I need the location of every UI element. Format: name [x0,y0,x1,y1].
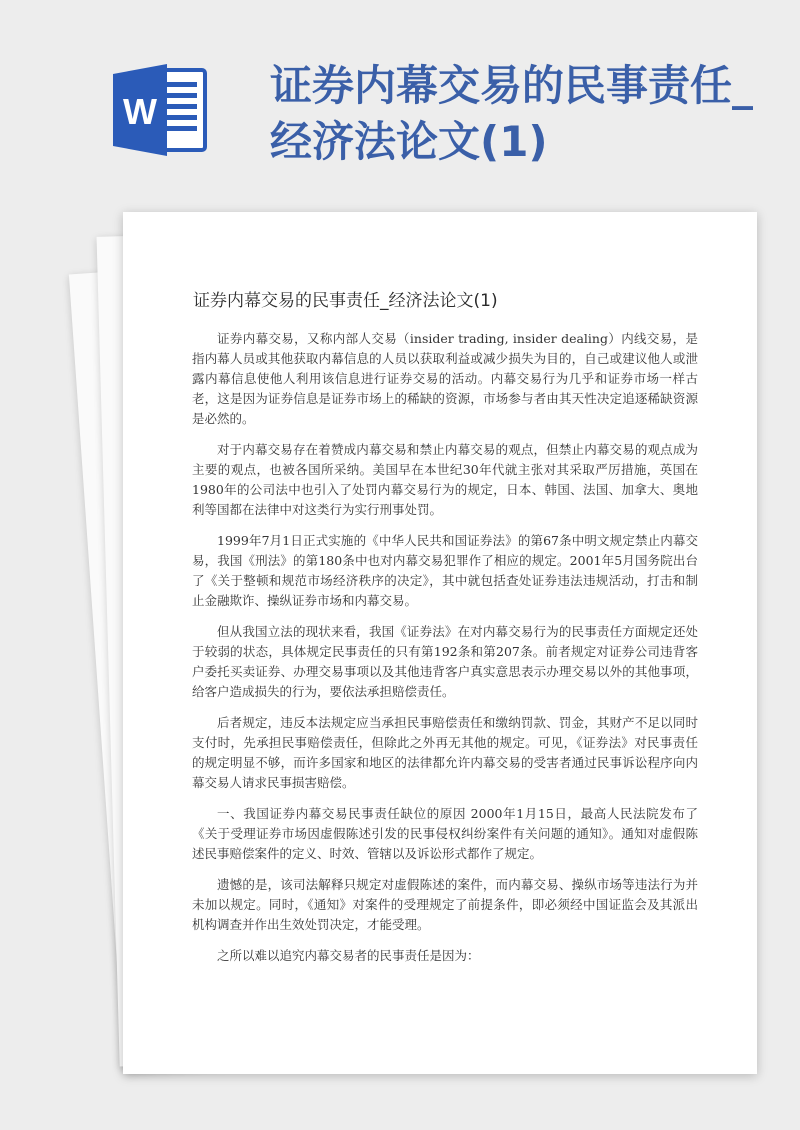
paragraph: 遗憾的是，该司法解释只规定对虚假陈述的案件，而内幕交易、操纵市场等违法行为并未加以规定。同时，《通知》对案件的受理规定了前提条件，即必须经中国证监会及其派出机构调查并作出生效处罚决定，才能受理。 [192,877,698,932]
word-icon-letter: W [123,91,157,132]
document-body [192,329,698,977]
paragraph: 证券内幕交易，又称内部人交易（insider trading, insider dealing）内线交易，是指内幕人员或其他获取内幕信息的人员以获取利益或减少损失为目的，自己或建议他人或泄露内幕信息使他人利用该信息进行证券交易的活动。内幕交易行为几乎和证券市场一样古老，这是因为证券信息是证券市场上的稀缺的资源，市场参与者由其天性决定追逐稀缺资源是必然的。 [192,331,698,426]
paragraph: 后者规定，违反本法规定应当承担民事赔偿责任和缴纳罚款、罚金，其财产不足以同时支付时，先承担民事赔偿责任，但除此之外再无其他的规定。可见，《证券法》对民事责任的规定明显不够，而许多国家和地区的法律都允许内幕交易的受害者通过民事诉讼程序向内幕交易人请求民事损害赔偿。 [192,715,698,790]
paragraph: 之所以难以追究内幕交易者的民事责任是因为： [217,948,480,963]
paragraph: 一、我国证券内幕交易民事责任缺位的原因 2000年1月15日，最高人民法院发布了《关于受理证券市场因虚假陈述引发的民事侵权纠纷案件有关问题的通知》。通知对虚假陈述民事赔偿案件的定义、时效、管辖以及诉讼形式都作了规定。 [192,806,698,861]
header-title: 证券内幕交易的民事责任_经济法论文(1) [270,61,754,166]
paragraph: 但从我国立法的现状来看，我国《证券法》在对内幕交易行为的民事责任方面规定还处于较弱的状态，具体规定民事责任的只有第192条和第207条。前者规定对证券公司违背客户委托买卖证券、办理交易事项以及其他违背客户真实意思表示办理交易以外的其他事项，给客户造成损失的行为，要依法承担赔偿责任。 [192,624,698,699]
word-document-icon [111,62,215,158]
word-logo-svg [111,62,215,158]
document-page [123,212,757,1074]
paragraph: 对于内幕交易存在着赞成内幕交易和禁止内幕交易的观点，但禁止内幕交易的观点成为主要的观点，也被各国所采纳。美国早在本世纪30年代就主张对其采取严厉措施，英国在1980年的公司法中也引入了处罚内幕交易行为的规定，日本、韩国、法国、加拿大、奥地利等国都在法律中对这类行为实行刑事处罚。 [192,442,698,517]
document-title: 证券内幕交易的民事责任_经济法论文(1) [193,291,498,311]
paragraph: 1999年7月1日正式实施的《中华人民共和国证券法》的第67条中明文规定禁止内幕交易，我国《刑法》的第180条中也对内幕交易犯罪作了相应的规定。2001年5月国务院出台了《关于整顿和规范市场经济秩序的决定》，其中就包括查处证券违法违规活动，打击和制止金融欺诈、操纵证券市场和内幕交易。 [192,533,698,608]
